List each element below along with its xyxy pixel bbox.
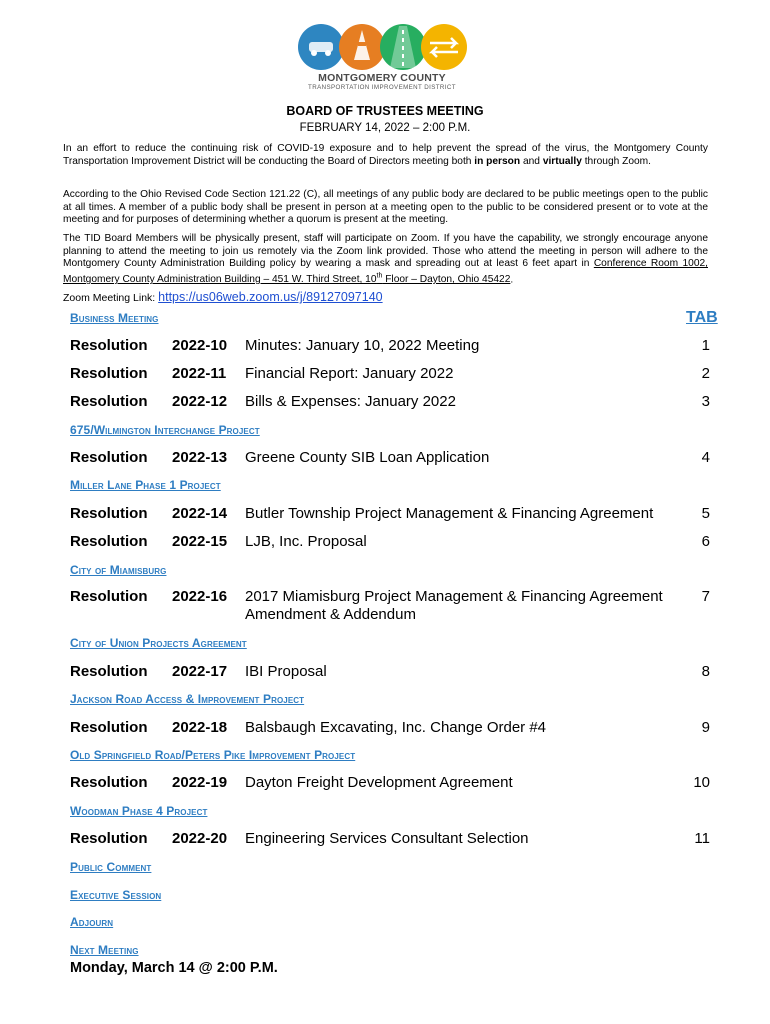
section-executive-session: Executive Session [70, 888, 162, 902]
item-number: 2022-20 [172, 830, 228, 847]
item-description: IBI Proposal [245, 663, 327, 680]
item-tab: 8 [701, 663, 710, 680]
item-number: 2022-11 [172, 365, 227, 382]
agenda-item [70, 719, 720, 741]
logo-name: MONTGOMERY COUNTY [318, 72, 446, 84]
section-old-springfield: Old Springfield Road/Peters Pike Improvement Project [70, 748, 356, 762]
item-description: Minutes: January 10, 2022 Meeting [245, 337, 480, 354]
item-description: Butler Township Project Management & Financing Agreement [245, 505, 654, 522]
section-adjourn: Adjourn [70, 915, 114, 929]
zoom-line [63, 290, 383, 304]
section-675-wilmington: 675/Wilmington Interchange Project [70, 423, 260, 437]
item-description: Greene County SIB Loan Application [245, 449, 490, 466]
item-tab: 4 [701, 449, 710, 466]
item-description: Financial Report: January 2022 [245, 365, 454, 382]
logo-subtitle: TRANSPORTATION IMPROVEMENT DISTRICT [308, 84, 456, 91]
agenda-item [70, 588, 720, 628]
item-kind: Resolution [70, 719, 148, 736]
item-number: 2022-18 [172, 719, 228, 736]
agenda-item [70, 365, 720, 387]
item-tab: 7 [701, 588, 710, 605]
agenda-item [70, 774, 720, 796]
item-number: 2022-15 [172, 533, 228, 550]
item-kind: Resolution [70, 663, 148, 680]
item-tab: 9 [701, 719, 710, 736]
agenda-item [70, 449, 720, 471]
item-tab: 5 [701, 505, 710, 522]
item-description: 2017 Miamisburg Project Management & Financing Agreement Amendment & Addendum [245, 588, 663, 623]
item-tab: 1 [701, 337, 710, 354]
item-number: 2022-13 [172, 449, 228, 466]
item-kind: Resolution [70, 588, 148, 605]
item-kind: Resolution [70, 505, 148, 522]
item-description: LJB, Inc. Proposal [245, 533, 367, 550]
item-description: Dayton Freight Development Agreement [245, 774, 513, 791]
item-kind: Resolution [70, 533, 148, 550]
item-number: 2022-10 [172, 337, 228, 354]
district-logo [296, 20, 468, 96]
tab-column-header: TAB [686, 309, 718, 326]
intro-paragraph-1: In an effort to reduce the continuing risk of COVID-19 exposure and to help prevent the spread of the virus, the Montgomery County Transportation Improvement District will be conducting the Board of Directors meeting both in person and virtually through Zoom. [63, 143, 708, 167]
item-kind: Resolution [70, 449, 148, 466]
section-next-meeting: Next Meeting [70, 943, 139, 957]
meeting-date: FEBRUARY 14, 2022 – 2:00 P.M. [299, 122, 471, 134]
section-business-meeting: Business Meeting [70, 311, 159, 325]
item-tab: 2 [701, 365, 710, 382]
section-woodman-phase-4: Woodman Phase 4 Project [70, 804, 208, 818]
item-tab: 11 [694, 830, 710, 847]
agenda-item [70, 337, 720, 359]
item-tab: 6 [701, 533, 710, 550]
item-number: 2022-12 [172, 393, 228, 410]
intro-paragraph-3: The TID Board Members will be physically present, staff will participate on Zoom. If you have the capability, we strongly encourage anyone planning to attend the meeting to join us remotely via the Zoom link provided. Those who attend the meeting in person will adhere to the Montgomery County Administration Building policy by wearing a mask and spreading out at least 6 feet apart in Conference Room 1002, Montgomery County Administration Building – 451 W. Third Street, 10th Floor – Dayton, Ohio 45422. [63, 233, 708, 286]
item-tab: 10 [693, 774, 710, 791]
logo-circle-arrows [421, 24, 467, 70]
item-kind: Resolution [70, 337, 148, 354]
zoom-label: Zoom Meeting Link: [63, 292, 159, 304]
item-number: 2022-14 [172, 505, 228, 522]
agenda-item [70, 393, 720, 415]
item-description: Balsbaugh Excavating, Inc. Change Order #4 [245, 719, 547, 736]
item-tab: 3 [701, 393, 710, 410]
logo-circles [296, 20, 468, 74]
item-description: Engineering Services Consultant Selection [245, 830, 529, 847]
section-city-of-miamisburg: City of Miamisburg [70, 563, 167, 577]
agenda-item [70, 830, 720, 852]
intro-paragraph-2: According to the Ohio Revised Code Section 121.22 (C), all meetings of any public body are declared to be public meetings open to the public at all times. A member of a public body shall be present in person at a meeting open to the public to be considered present or to vote at the meeting and for purposes of determining whether a quorum is present at the meeting. [63, 189, 708, 226]
item-number: 2022-17 [172, 663, 228, 680]
section-city-of-union: City of Union Projects Agreement [70, 636, 247, 650]
item-description: Bills & Expenses: January 2022 [245, 393, 456, 410]
agenda-item [70, 663, 720, 685]
section-jackson-road: Jackson Road Access & Improvement Project [70, 692, 305, 706]
item-number: 2022-19 [172, 774, 228, 791]
item-kind: Resolution [70, 830, 148, 847]
agenda-item [70, 505, 720, 527]
section-public-comment: Public Comment [70, 860, 152, 874]
item-number: 2022-16 [172, 588, 228, 605]
item-kind: Resolution [70, 393, 148, 410]
next-meeting-date: Monday, March 14 @ 2:00 P.M. [70, 960, 278, 976]
zoom-link[interactable]: https://us06web.zoom.us/j/89127097140 [158, 290, 383, 304]
meeting-title: BOARD OF TRUSTEES MEETING [286, 104, 484, 118]
section-miller-lane: Miller Lane Phase 1 Project [70, 478, 221, 492]
item-kind: Resolution [70, 774, 148, 791]
agenda-item [70, 533, 720, 555]
item-kind: Resolution [70, 365, 148, 382]
